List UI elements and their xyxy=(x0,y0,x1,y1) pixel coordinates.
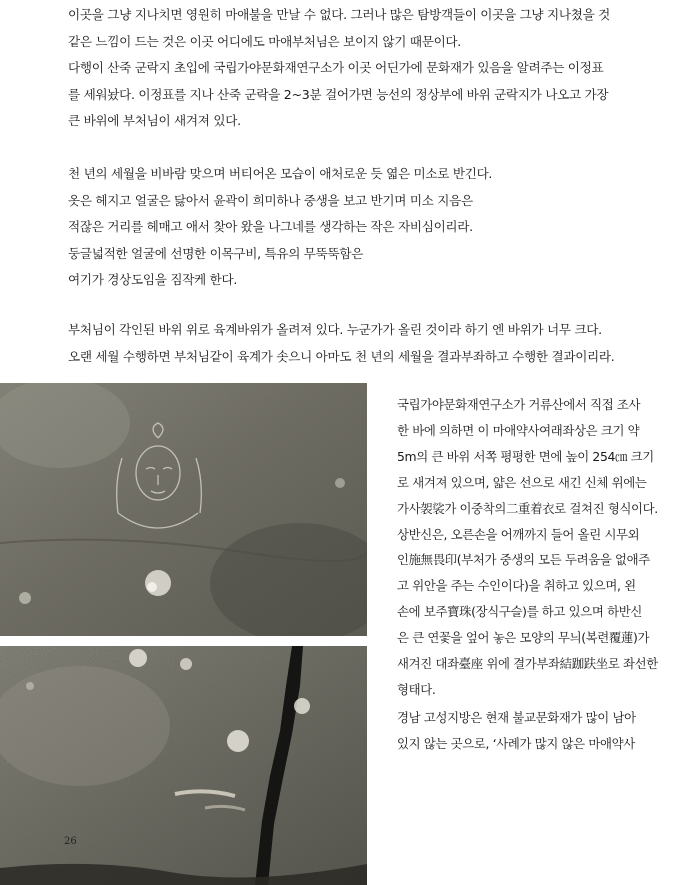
goseong-paragraph xyxy=(397,705,687,757)
text-line: 국립가야문화재연구소가 거류산에서 직접 조사 xyxy=(397,397,641,412)
text-line: 큰 바위에 부처님이 새겨져 있다. xyxy=(68,113,241,128)
text-line: 를 세워놨다. 이정표를 지나 산죽 군락을 2~3분 걸어가면 능선의 정상부에 바위 군락지가 나오고 가장 xyxy=(68,86,609,102)
rock-crevice-photo xyxy=(0,646,367,885)
text-line: 상반신은, 오른손을 어깨까지 들어 올린 시무외 xyxy=(397,526,640,542)
description-paragraph xyxy=(397,392,687,703)
text-line: 새겨진 대좌臺座 위에 결가부좌結跏趺坐로 좌선한 xyxy=(397,656,658,672)
text-line: 있지 않는 곳으로, ‘사례가 많지 않은 마애약사 xyxy=(397,735,635,751)
text-line: 고 위안을 주는 수인이다)을 취하고 있으며, 왼 xyxy=(397,578,636,594)
text-line: 천 년의 세월을 비바람 맞으며 버티어온 모습이 애처로운 듯 엷은 미소로 반긴다. xyxy=(68,166,493,181)
text-line: 한 바에 의하면 이 마애약사여래좌상은 크기 약 xyxy=(397,422,640,438)
text-line: 다행이 산죽 군락지 초입에 국립가야문화재연구소가 이곳 어딘가에 문화재가 있음을 알려주는 이정표 xyxy=(68,60,604,75)
text-line: 오랜 세월 수행하면 부처님같이 육계가 솟으니 아마도 천 년의 세월을 결과부좌하고 수행한 결과이리라. xyxy=(68,348,615,364)
text-line: 로 새겨져 있으며, 얇은 선으로 새긴 신체 위에는 xyxy=(397,474,647,490)
text-line: 경남 고성지방은 현재 불교문화재가 많이 남아 xyxy=(397,710,636,725)
usnisa-paragraph xyxy=(68,317,686,370)
page-number: 26 xyxy=(64,836,77,847)
text-line: 형태다. xyxy=(397,681,436,697)
text-line: 손에 보주寶珠(장식구슬)를 하고 있으며 하반신 xyxy=(397,604,642,620)
text-line: 5m의 큰 바위 서쪽 평평한 면에 높이 254㎝ 크기 xyxy=(397,448,654,464)
text-line: 같은 느낌이 드는 것은 이곳 어디에도 마애부처님은 보이지 않기 때문이다. xyxy=(68,33,461,49)
poem-paragraph xyxy=(68,161,686,294)
text-line: 옷은 헤지고 얼굴은 닳아서 윤곽이 희미하나 중생을 보고 반기며 미소 지음은 xyxy=(68,192,473,208)
rock-carving-buddha-photo xyxy=(0,383,367,636)
intro-paragraph xyxy=(68,2,686,135)
text-line: 인施無畏印(부처가 중생의 모든 두려움을 없애주 xyxy=(397,552,650,568)
text-line: 은 큰 연꽃을 엎어 놓은 모양의 무늬(복련覆蓮)가 xyxy=(397,630,650,646)
text-line: 여기가 경상도임을 짐작케 한다. xyxy=(68,272,238,287)
text-line: 가사袈裟가 이중착의二重着衣로 걸쳐진 형식이다. xyxy=(397,500,658,516)
text-line: 둥글넓적한 얼굴에 선명한 이목구비, 특유의 무뚝뚝함은 xyxy=(68,245,364,261)
text-line: 이곳을 그냥 지나치면 영원히 마애불을 만날 수 없다. 그러나 많은 탐방객들이 이곳을 그냥 지나쳤을 것 xyxy=(68,7,611,22)
text-line: 적잖은 거리를 헤매고 애서 찾아 왔을 나그네를 생각하는 작은 자비심이리라. xyxy=(68,219,473,234)
text-line: 부처님이 각인된 바위 위로 육계바위가 올려져 있다. 누군가가 올린 것이라 하기 엔 바위가 너무 크다. xyxy=(68,322,602,337)
